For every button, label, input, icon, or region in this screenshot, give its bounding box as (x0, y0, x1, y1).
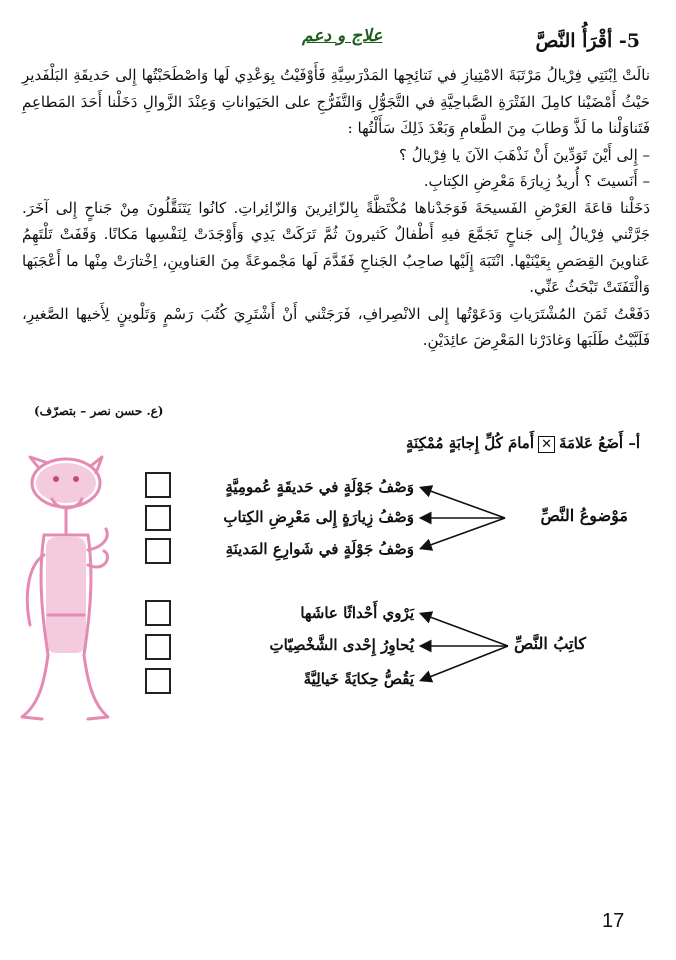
passage-paragraph-1: نالَتْ اِبْنَتِي فِرْيالُ مَرْتَبَةَ الامْتِيازِ في نَتائِجِها المَدْرَسِيَّةِ فَأَوْفَيْتُ بِوَعْدِي لَها وَاصْطَحَبْتُها إِلى حَديقَةِ البَلْفَديرِ حَيْثُ أَمْضَيْنا كامِلَ الفَتْرَةِ الصَّباحِيَّةِ في التَّجَوُّلِ وَالتَّفَرُّجِ على الحَيَواناتِ وَعِنْدَ الزَّوالِ دَخَلْنا أَحَدَ المَطاعِمِ فَتَناوَلْنا ما لَذَّ وَطابَ مِنَ الطَّعامِ وَبَعْدَ ذَلِكَ سَأَلْتُها : (22, 66, 650, 137)
author-option-2: يُحاوِرُ إِحْدى الشَّخْصِيّاتِ (269, 636, 414, 654)
topic-option-2: وَصْفُ زِيارَةٍ إِلى مَعْرِضِ الكِتابِ (223, 508, 414, 526)
page-number: 17 (602, 910, 625, 932)
topic-checkbox-1[interactable] (145, 472, 171, 498)
passage-paragraph-2: دَخَلْنا قاعَةَ العَرْضِ الفَسيحَةَ فَوَجَدْناها مُكْتَظَّةً بِالزّائِرينَ وَالزّائِراتِ. كانُوا يَتَنَقَّلُونَ مِنْ جَناحٍ إِلى آخَرَ. جَرَّتْني فِرْيالُ إِلى جَناحٍ تَجَمَّعَ فيهِ أَطْفالٌ كَثيرونَ ثُمَّ تَرَكَتْ يَدِي وَأَوْجَدَتْ لِنَفْسِها مَكانًا. وَقَفَتْ تَلْتَهِمُ عَناوينَ القِصَصِ بِعَيْنَيْها. انْتَبَهَ إِلَيْها صاحِبُ الجَناحِ فَقَدَّمَ لَها مَجْموعَةً مِنَ العَناوينِ، اِخْتارَتْ مِنْها ما أَعْجَبَها وَالْتَفَتَتْ تَبْحَثُ عَنِّي. (22, 198, 650, 296)
author-checkbox-1[interactable] (145, 600, 171, 626)
section-subtitle: علاج و دعم (302, 26, 383, 46)
passage-source: (ع. حسن نصر – بتصرّف) (34, 404, 164, 418)
author-checkbox-3[interactable] (145, 668, 171, 694)
author-label: كاتِبُ النَّصِّ (514, 634, 586, 653)
question-title-start: أ– أَضَعُ عَلامَةَ (559, 434, 640, 452)
topic-option-1: وَصْفُ جَوْلَةٍ في حَديقَةٍ عُمومِيَّةٍ (225, 478, 414, 496)
passage-dialogue-2: – أَنَسيتَ ؟ أُريدُ زِيارَةَ مَعْرِضِ الكِتابِ. (423, 172, 650, 190)
topic-option-3: وَصْفُ جَوْلَةٍ في شَوارِعِ المَدينَةِ (225, 540, 414, 558)
topic-checkbox-2[interactable] (145, 505, 171, 531)
passage-paragraph-3: دَفَعْتُ ثَمَنَ المُشْتَرَياتِ وَدَعَوْتُها إِلى الانْصِرافِ، فَرَجَتْني أَنْ أَشْتَرِيَ كُتُبَ رَسْمٍ وَتَلْوينٍ لِأَخيها الصَّغيرِ، فَلَبَّيْتُ طَلَبَها وَغادَرْنا المَعْرِضَ عائِدَيْنِ. (22, 304, 650, 349)
topic-label: مَوْضوعُ النَّصِّ (540, 506, 628, 525)
arrow-line (422, 488, 505, 518)
section-heading: 5- أقْرَأُ النَّصَّ (535, 30, 640, 52)
question-title-end: أَمامَ كُلِّ إِجابَةٍ مُمْكِنَةٍ (406, 434, 535, 452)
passage-dialogue-1: – إِلى أَيْنَ تَوَدِّينَ أَنْ نَذْهَبَ الآنَ يا فِرْيالُ ؟ (398, 145, 650, 164)
arrow-line (422, 518, 505, 548)
arrow-line (422, 614, 508, 646)
arrow-line (422, 646, 508, 680)
author-checkbox-2[interactable] (145, 634, 171, 660)
topic-checkbox-3[interactable] (145, 538, 171, 564)
author-option-1: يَرْوي أَحْداثًا عاشَها (300, 604, 414, 622)
author-option-3: يَقُصُّ حِكايَةً خَيالِيَّةً (303, 670, 414, 688)
pink-panther-illustration (8, 455, 128, 730)
cross-mark-icon: ✕ (538, 436, 555, 453)
